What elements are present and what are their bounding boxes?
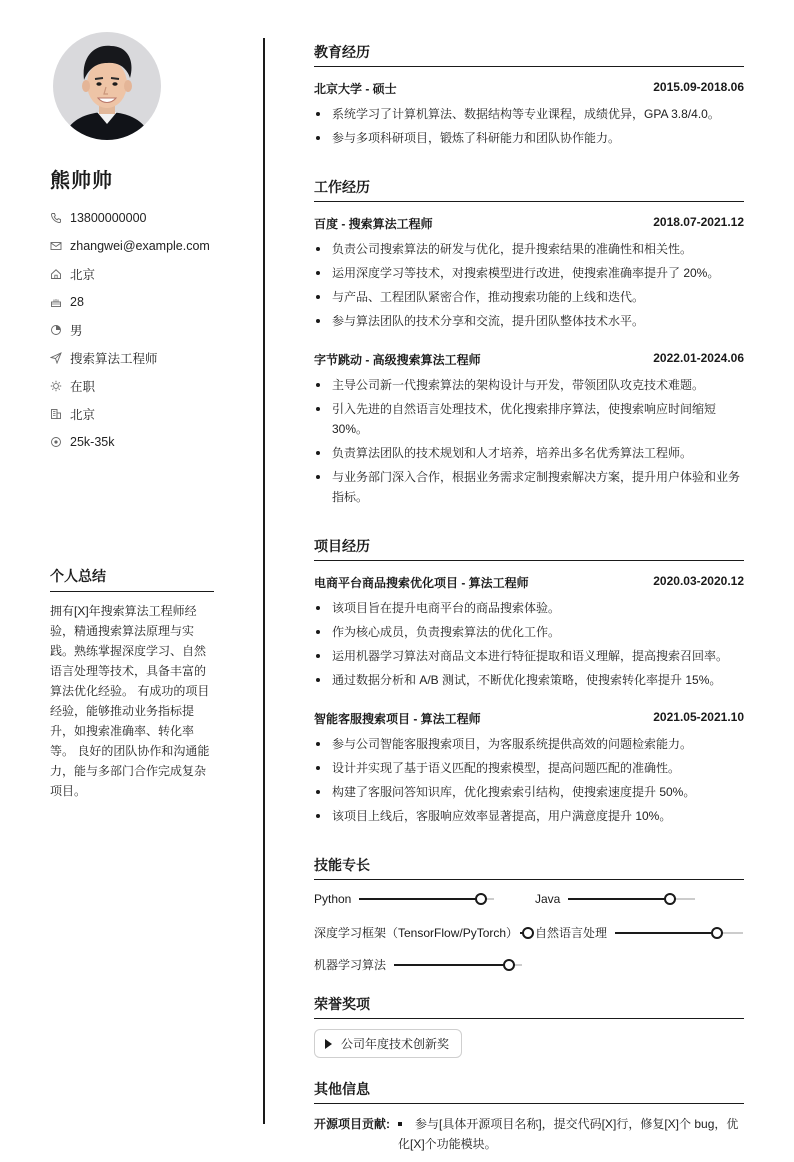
mail-icon [50, 240, 62, 252]
avatar-portrait [53, 32, 161, 140]
contact-status [50, 372, 240, 400]
skills-heading: 技能专长 [314, 855, 744, 880]
skill-ml [314, 956, 522, 973]
project-date: 2021.05-2021.10 [653, 710, 744, 724]
city-text: 北京 [70, 408, 96, 422]
skill-label: Java [535, 892, 561, 906]
skill-bar [568, 898, 695, 900]
project-entry-header [314, 574, 744, 591]
award-label: 公司年度技术创新奖 [341, 1037, 450, 1051]
age-text: 28 [70, 295, 84, 309]
work-company: 百度 - 搜索算法工程师 [314, 217, 433, 231]
skill-label: 深度学习框架（TensorFlow/PyTorch） [314, 926, 519, 940]
award-tag[interactable] [314, 1029, 462, 1058]
projects-heading: 项目经历 [314, 536, 744, 561]
building-icon [50, 408, 62, 420]
work-company: 字节跳动 - 高级搜索算法工程师 [314, 353, 481, 367]
salary-text: 25k-35k [70, 435, 115, 449]
work-heading: 工作经历 [314, 177, 744, 202]
honors-heading: 荣誉奖项 [314, 994, 744, 1019]
list-item: 主导公司新一代搜索算法的架构设计与开发，带领团队攻克技术难题。 [314, 375, 744, 395]
play-icon [325, 1039, 332, 1049]
work-bullets [314, 375, 744, 511]
skill-nlp [535, 924, 743, 941]
skill-label: 机器学习算法 [314, 958, 387, 972]
education-bullets [314, 104, 744, 152]
list-item: 运用机器学习算法对商品文本进行特征提取和语义理解，提高搜索召回率。 [314, 646, 744, 666]
project-bullets [314, 598, 744, 694]
contact-location [50, 260, 240, 288]
education-school: 北京大学 - 硕士 [314, 82, 397, 96]
list-item: 该项目旨在提升电商平台的商品搜索体验。 [314, 598, 744, 618]
skill-bar-fill [568, 898, 670, 900]
contact-list [50, 204, 240, 456]
list-item: 与产品、工程团队紧密合作，推动搜索功能的上线和迭代。 [314, 287, 744, 307]
skill-bar [359, 898, 494, 900]
work-date: 2022.01-2024.06 [653, 351, 744, 365]
summary-heading: 个人总结 [50, 566, 214, 592]
cake-icon [50, 296, 62, 308]
list-item: 负责公司搜索算法的研发与优化，提升搜索结果的准确性和相关性。 [314, 239, 744, 259]
skill-bar-knob [664, 893, 676, 905]
project-date: 2020.03-2020.12 [653, 574, 744, 588]
gender-text: 男 [70, 324, 83, 338]
skill-bar-fill [615, 932, 717, 934]
list-item: 与业务部门深入合作，根据业务需求定制搜索解决方案，提升用户体验和业务指标。 [314, 467, 744, 507]
skill-python [314, 892, 494, 906]
skill-bar-knob [475, 893, 487, 905]
project-name: 智能客服搜索项目 - 算法工程师 [314, 712, 481, 726]
list-item: 参与公司智能客服搜索项目，为客服系统提供高效的问题检索能力。 [314, 734, 744, 754]
skill-bar-knob [503, 959, 515, 971]
summary-text: 拥有[X]年搜索算法工程师经验，精通搜索算法原理与实践。熟练掌握深度学习、自然语言处理等技术，具备丰富的算法优化经验。 有成功的项目经验，能够推动业务指标提升，如搜索准确率、转化率等。 良好的团队协作和沟通能力，能与多部门合作完成复杂项目。 [50, 604, 210, 798]
work-entry-header [314, 351, 744, 368]
contact-email [50, 232, 240, 260]
education-date: 2015.09-2018.06 [653, 80, 744, 94]
work-date: 2018.07-2021.12 [653, 215, 744, 229]
column-divider [263, 38, 265, 1124]
phone-icon [50, 212, 62, 224]
location-text: 北京 [70, 268, 96, 282]
contact-city [50, 400, 240, 428]
send-icon [50, 352, 62, 364]
other-label: 开源项目贡献: [314, 1117, 390, 1131]
skill-bar-knob [522, 927, 534, 939]
list-item: 参与算法团队的技术分享和交流，提升团队整体技术水平。 [314, 311, 744, 331]
skill-dl-framework [314, 924, 528, 941]
status-icon [50, 380, 62, 392]
work-entry-header [314, 215, 744, 232]
skill-bar-fill [394, 964, 509, 966]
email-text: zhangwei@example.com [70, 239, 210, 253]
list-item: 引入先进的自然语言处理技术，优化搜索排序算法，使搜索响应时间缩短 30%。 [314, 399, 744, 439]
list-item: 该项目上线后，客服响应效率显著提高，用户满意度提升 10%。 [314, 806, 744, 826]
other-text: 参与[具体开源项目名称]，提交代码[X]行，修复[X]个 bug，优化[X]个功能模块。 [398, 1117, 739, 1151]
position-text: 搜索算法工程师 [70, 352, 158, 366]
list-item: 运用深度学习等技术，对搜索模型进行改进，使搜索准确率提升了 20%。 [314, 263, 744, 283]
skill-bar [394, 964, 522, 966]
home-icon [50, 268, 62, 280]
list-item: 负责算法团队的技术规划和人才培养，培养出多名优秀算法工程师。 [314, 443, 744, 463]
contact-salary [50, 428, 240, 456]
list-item: 系统学习了计算机算法、数据结构等专业课程，成绩优异，GPA 3.8/4.0。 [314, 104, 744, 124]
education-entry-header [314, 80, 744, 97]
list-item: 通过数据分析和 A/B 测试，不断优化搜索策略，使搜索转化率提升 15%。 [314, 670, 744, 690]
education-heading: 教育经历 [314, 42, 744, 67]
other-heading: 其他信息 [314, 1079, 744, 1104]
list-item: 构建了客服问答知识库，优化搜索索引结构，使搜索速度提升 50%。 [314, 782, 744, 802]
salary-icon [50, 436, 62, 448]
skill-bar [615, 932, 743, 934]
contact-gender [50, 316, 240, 344]
contact-phone [50, 204, 240, 232]
skill-label: 自然语言处理 [535, 926, 608, 940]
contact-age [50, 288, 240, 316]
skill-bar-knob [711, 927, 723, 939]
list-item: 作为核心成员，负责搜索算法的优化工作。 [314, 622, 744, 642]
project-bullets [314, 734, 744, 830]
skill-bar-fill [359, 898, 481, 900]
gender-icon [50, 324, 62, 336]
status-text: 在职 [70, 380, 96, 394]
project-entry-header [314, 710, 744, 727]
avatar [53, 32, 161, 140]
skill-java [535, 892, 695, 906]
project-name: 电商平台商品搜索优化项目 - 算法工程师 [314, 576, 529, 590]
contact-position [50, 344, 240, 372]
skill-label: Python [314, 892, 352, 906]
list-item: 参与多项科研项目，锻炼了科研能力和团队协作能力。 [314, 128, 744, 148]
skill-bar [520, 932, 528, 934]
phone-text: 13800000000 [70, 211, 147, 225]
work-bullets [314, 239, 744, 335]
list-item: 设计并实现了基于语义匹配的搜索模型，提高问题匹配的准确性。 [314, 758, 744, 778]
candidate-name: 熊帅帅 [50, 170, 113, 192]
